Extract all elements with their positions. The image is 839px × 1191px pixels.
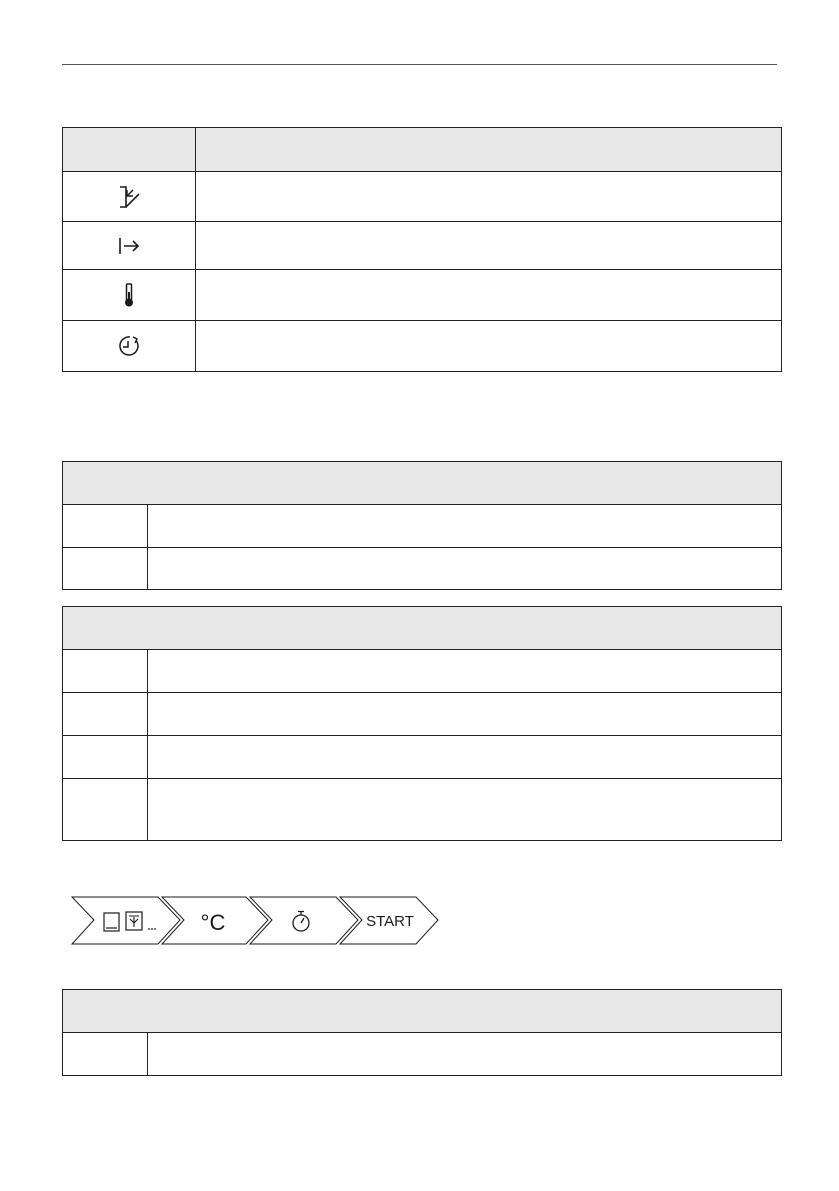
key-cell xyxy=(63,1033,148,1076)
table-b xyxy=(62,606,782,841)
table-row xyxy=(63,270,782,321)
key-cell xyxy=(63,650,148,693)
table-row xyxy=(63,505,782,548)
table-row xyxy=(63,650,782,693)
description-cell xyxy=(196,321,782,372)
header-rule xyxy=(62,64,777,65)
table-row xyxy=(63,172,782,222)
value-cell xyxy=(148,1033,782,1076)
header-cell xyxy=(63,462,782,505)
value-cell xyxy=(148,736,782,779)
table-c xyxy=(62,989,782,1076)
value-cell xyxy=(148,548,782,590)
header-cell xyxy=(63,128,196,172)
description-cell xyxy=(196,270,782,321)
table-row xyxy=(63,779,782,841)
description-cell xyxy=(196,222,782,270)
table-row xyxy=(63,321,782,372)
table-row xyxy=(63,222,782,270)
key-cell xyxy=(63,548,148,590)
value-cell xyxy=(148,693,782,736)
table-row xyxy=(63,1033,782,1076)
cooking-steps-flow xyxy=(70,896,440,946)
value-cell xyxy=(148,505,782,548)
key-cell xyxy=(63,505,148,548)
icon-cell xyxy=(63,270,196,321)
table-a xyxy=(62,461,782,590)
door-open-icon xyxy=(114,184,144,210)
icon-cell xyxy=(63,321,196,372)
arrow-right-icon xyxy=(114,235,144,257)
key-cell xyxy=(63,736,148,779)
table-row xyxy=(63,693,782,736)
table-row xyxy=(63,736,782,779)
header-cell xyxy=(63,990,782,1033)
key-cell xyxy=(63,693,148,736)
table-header-row xyxy=(63,990,782,1033)
table-row xyxy=(63,548,782,590)
icon-cell xyxy=(63,172,196,222)
table-header-row xyxy=(63,607,782,650)
icon-cell xyxy=(63,222,196,270)
key-cell xyxy=(63,779,148,841)
header-cell xyxy=(63,607,782,650)
thermometer-icon xyxy=(119,281,139,309)
start-label: START xyxy=(366,913,414,930)
temperature-label: °C xyxy=(200,910,226,935)
value-cell xyxy=(148,650,782,693)
flow-step-function xyxy=(72,897,180,944)
value-cell xyxy=(148,779,782,841)
table-header-row xyxy=(63,462,782,505)
table-header-row xyxy=(63,128,782,172)
symbols-table xyxy=(62,127,782,372)
description-cell xyxy=(196,172,782,222)
timer-icon xyxy=(114,332,144,360)
header-cell xyxy=(196,128,782,172)
